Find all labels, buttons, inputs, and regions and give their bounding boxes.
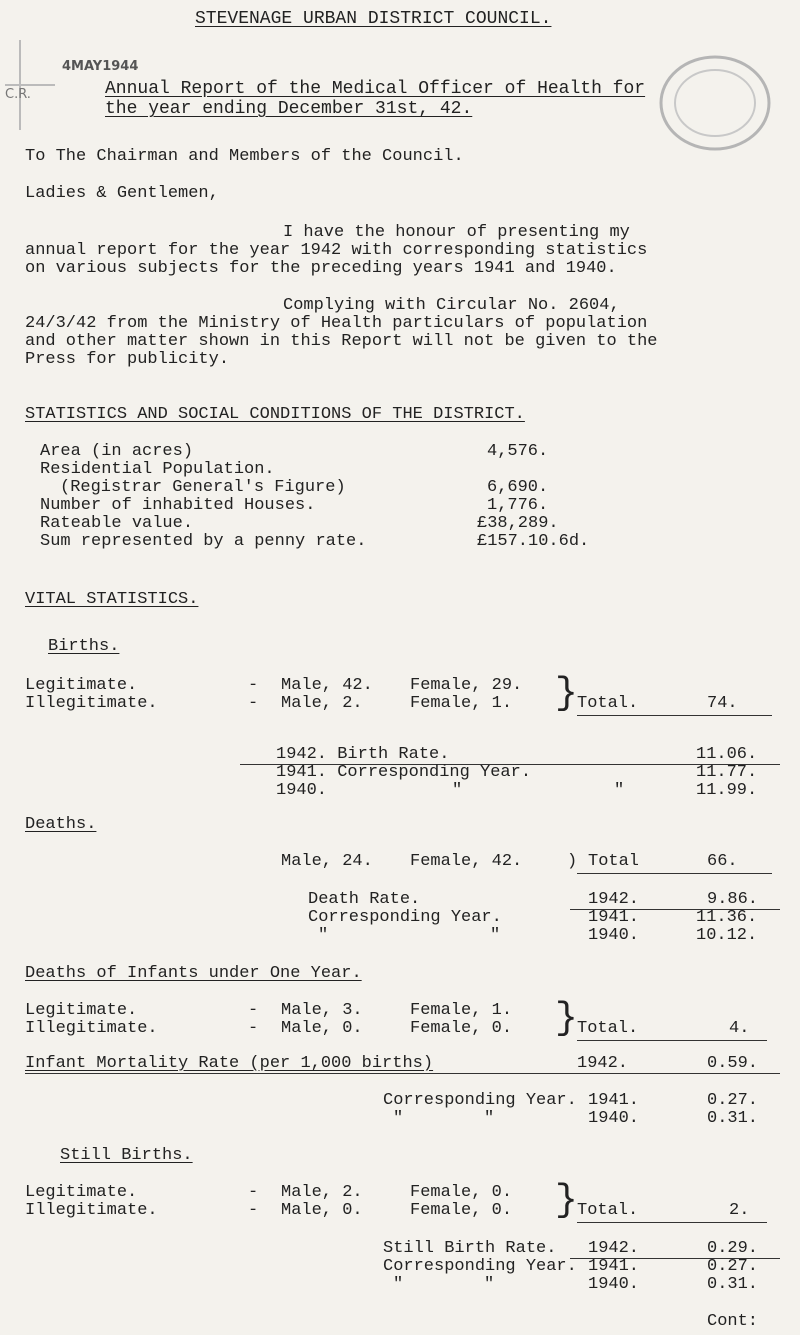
district-row-value: 4,576. bbox=[487, 442, 549, 461]
births-illegit-male: Male, 2. bbox=[281, 694, 363, 713]
infant-illegit-label: Illegitimate. bbox=[25, 1019, 158, 1038]
library-seal-stamp bbox=[655, 48, 775, 158]
still-total-label: Total. bbox=[577, 1201, 639, 1220]
infant-deaths-heading: Deaths of Infants under One Year. bbox=[25, 964, 362, 983]
still-1940-value: 0.31. bbox=[707, 1275, 759, 1294]
infant-total-label: Total. bbox=[577, 1019, 639, 1038]
births-legit-dash: - bbox=[248, 676, 259, 695]
salutation-chairman: To The Chairman and Members of the Council. bbox=[25, 147, 464, 166]
death-rate-label: Death Rate. bbox=[308, 890, 421, 909]
paragraph-2-line-4: Press for publicity. bbox=[25, 350, 230, 369]
accession-date-stamp: 4MAY1944 bbox=[62, 59, 139, 74]
birth-rate-1940-label: 1940. bbox=[276, 781, 328, 800]
births-illegit-dash: - bbox=[248, 694, 259, 713]
infant-total-value: 4. bbox=[729, 1019, 750, 1038]
still-illegit-dash: - bbox=[248, 1201, 259, 1220]
still-total-rule bbox=[577, 1222, 767, 1223]
births-total-value: 74. bbox=[707, 694, 738, 713]
birth-rate-1940-ditto-2: " bbox=[614, 781, 625, 800]
report-title-line-1: Annual Report of the Medical Officer of Health for bbox=[105, 79, 646, 99]
infant-mortality-label: Infant Mortality Rate (per 1,000 births) bbox=[25, 1054, 434, 1073]
infant-mortality-rule bbox=[25, 1073, 780, 1074]
still-legit-label: Legitimate. bbox=[25, 1183, 138, 1202]
infant-legit-label: Legitimate. bbox=[25, 1001, 138, 1020]
district-heading: STATISTICS AND SOCIAL CONDITIONS OF THE DISTRICT. bbox=[25, 405, 525, 424]
infant-illegit-male: Male, 0. bbox=[281, 1019, 363, 1038]
death-rate-1941-value: 11.36. bbox=[696, 908, 758, 927]
still-illegit-male: Male, 0. bbox=[281, 1201, 363, 1220]
still-ditto-2: " bbox=[484, 1275, 495, 1294]
births-illegit-female: Female, 1. bbox=[410, 694, 513, 713]
deaths-female: Female, 42. bbox=[410, 852, 523, 871]
infant-legit-female: Female, 1. bbox=[410, 1001, 513, 1020]
infant-illegit-female: Female, 0. bbox=[410, 1019, 513, 1038]
still-illegit-label: Illegitimate. bbox=[25, 1201, 158, 1220]
still-rate-1942-value: 0.29. bbox=[707, 1239, 759, 1258]
still-illegit-female: Female, 0. bbox=[410, 1201, 513, 1220]
district-row-value: £157.10.6d. bbox=[477, 532, 590, 551]
birth-rate-1940-ditto-1: " bbox=[452, 781, 463, 800]
births-total-rule bbox=[577, 715, 772, 716]
district-row-label: Area (in acres) bbox=[40, 442, 194, 461]
district-row-label: Residential Population. bbox=[40, 460, 275, 479]
infant-1941-year: 1941. bbox=[588, 1091, 640, 1110]
death-ditto-1: " bbox=[318, 926, 329, 945]
district-row-label: Rateable value. bbox=[40, 514, 194, 533]
still-corr-label: Corresponding Year. bbox=[383, 1257, 577, 1276]
births-legit-male: Male, 42. bbox=[281, 676, 373, 695]
death-rate-1941-year: 1941. bbox=[588, 908, 640, 927]
left-mark-stamp: C.R. bbox=[5, 87, 31, 102]
still-legit-female: Female, 0. bbox=[410, 1183, 513, 1202]
infant-ditto-1: " bbox=[393, 1109, 404, 1128]
death-ditto-2: " bbox=[490, 926, 501, 945]
paragraph-2-line-2: 24/3/42 from the Ministry of Health particulars of population bbox=[25, 314, 648, 333]
still-1940-year: 1940. bbox=[588, 1275, 640, 1294]
infant-1940-value: 0.31. bbox=[707, 1109, 759, 1128]
district-row-value: 6,690. bbox=[487, 478, 549, 497]
infant-legit-dash: - bbox=[248, 1001, 259, 1020]
district-row-label: Number of inhabited Houses. bbox=[40, 496, 316, 515]
births-illegit-label: Illegitimate. bbox=[25, 694, 158, 713]
vital-statistics-heading: VITAL STATISTICS. bbox=[25, 590, 199, 609]
births-total-label: Total. bbox=[577, 694, 639, 713]
infant-corr-label: Corresponding Year. bbox=[383, 1091, 577, 1110]
report-title-line-2: the year ending December 31st, 42. bbox=[105, 99, 473, 119]
births-heading: Births. bbox=[48, 637, 120, 656]
births-legit-female: Female, 29. bbox=[410, 676, 523, 695]
infant-total-rule bbox=[577, 1040, 767, 1041]
left-corner-stamp bbox=[0, 30, 60, 140]
district-row-value: £38,289. bbox=[477, 514, 559, 533]
birth-rate-1942-value: 11.06. bbox=[696, 745, 758, 764]
council-title: STEVENAGE URBAN DISTRICT COUNCIL. bbox=[195, 9, 552, 29]
paragraph-1-line-1: I have the honour of presenting my bbox=[283, 223, 630, 242]
still-1941-value: 0.27. bbox=[707, 1257, 759, 1276]
births-brace: } bbox=[555, 672, 578, 715]
district-row-label: Sum represented by a penny rate. bbox=[40, 532, 367, 551]
infant-1940-year: 1940. bbox=[588, 1109, 640, 1128]
paragraph-2-line-3: and other matter shown in this Report will not be given to the bbox=[25, 332, 658, 351]
still-births-heading: Still Births. bbox=[60, 1146, 193, 1165]
infant-legit-male: Male, 3. bbox=[281, 1001, 363, 1020]
infant-mortality-1942-value: 0.59. bbox=[707, 1054, 759, 1073]
district-row-label: (Registrar General's Figure) bbox=[60, 478, 346, 497]
infant-ditto-2: " bbox=[484, 1109, 495, 1128]
deaths-heading: Deaths. bbox=[25, 815, 97, 834]
birth-rate-1941-label: 1941. Corresponding Year. bbox=[276, 763, 532, 782]
deaths-paren: ) bbox=[567, 852, 578, 871]
birth-rate-1941-value: 11.77. bbox=[696, 763, 758, 782]
still-ditto-1: " bbox=[393, 1275, 404, 1294]
death-rate-1940-value: 10.12. bbox=[696, 926, 758, 945]
infant-1941-value: 0.27. bbox=[707, 1091, 759, 1110]
still-total-value: 2. bbox=[729, 1201, 750, 1220]
death-rate-1940-year: 1940. bbox=[588, 926, 640, 945]
deaths-male: Male, 24. bbox=[281, 852, 373, 871]
paragraph-2-line-1: Complying with Circular No. 2604, bbox=[283, 296, 620, 315]
deaths-total-value: 66. bbox=[707, 852, 738, 871]
paragraph-1-line-3: on various subjects for the preceding years 1941 and 1940. bbox=[25, 259, 617, 278]
infant-brace: } bbox=[555, 997, 578, 1040]
still-rate-label: Still Birth Rate. bbox=[383, 1239, 557, 1258]
death-rate-1942-value: 9.86. bbox=[707, 890, 759, 909]
birth-rate-1942-label: 1942. Birth Rate. bbox=[276, 745, 450, 764]
deaths-total-label: Total bbox=[588, 852, 640, 871]
district-row-value: 1,776. bbox=[487, 496, 549, 515]
deaths-total-rule bbox=[577, 873, 772, 874]
births-legit-label: Legitimate. bbox=[25, 676, 138, 695]
still-legit-dash: - bbox=[248, 1183, 259, 1202]
still-1941-year: 1941. bbox=[588, 1257, 640, 1276]
salutation-ladies: Ladies & Gentlemen, bbox=[25, 184, 219, 203]
birth-rate-1940-value: 11.99. bbox=[696, 781, 758, 800]
infant-mortality-1942-year: 1942. bbox=[577, 1054, 629, 1073]
infant-illegit-dash: - bbox=[248, 1019, 259, 1038]
paragraph-1-line-2: annual report for the year 1942 with corresponding statistics bbox=[25, 241, 648, 260]
death-rate-1942-year: 1942. bbox=[588, 890, 640, 909]
still-legit-male: Male, 2. bbox=[281, 1183, 363, 1202]
still-brace: } bbox=[555, 1179, 578, 1222]
continued-note: Cont: bbox=[707, 1312, 759, 1331]
still-rate-1942-year: 1942. bbox=[588, 1239, 640, 1258]
death-corr-label: Corresponding Year. bbox=[308, 908, 502, 927]
